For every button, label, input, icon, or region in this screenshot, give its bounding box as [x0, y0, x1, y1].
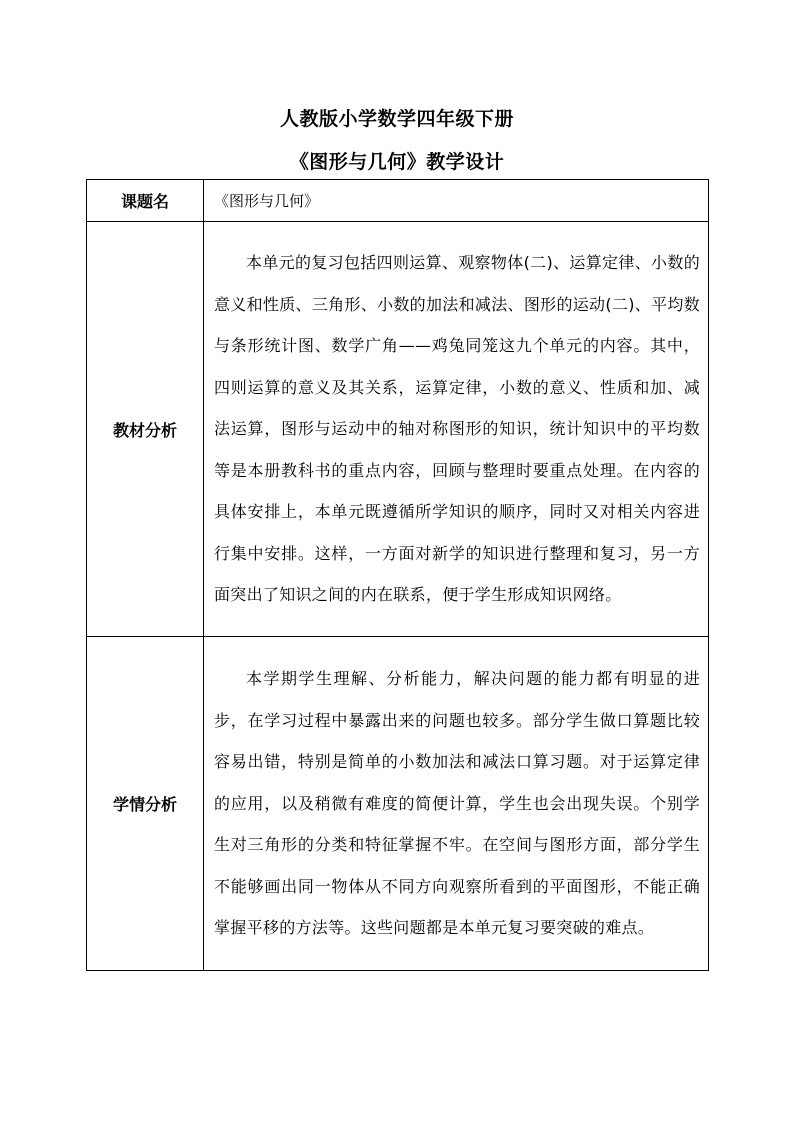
lesson-design-table	[86, 179, 709, 971]
row-label-material-analysis: 教材分析	[87, 222, 204, 637]
material-analysis-text: 本单元的复习包括四则运算、观察物体(二)、运算定律、小数的意义和性质、三角形、小数的加法和减法、图形的运动(二)、平均数与条形统计图、数学广角——鸡兔同笼这九个单元的内容。其中，四则运算的意义及其关系，运算定律，小数的意义、性质和加、减法运算，图形与运动中的轴对称图形的知识，统计知识中的平均数等是本册教科书的重点内容，回顾与整理时要重点处理。在内容的具体安排上，本单元既遵循所学知识的顺序，同时又对相关内容进行集中安排。这样，一方面对新学的知识进行整理和复习，另一方面突出了知识之间的内在联系，便于学生形成知识网络。	[214, 253, 700, 605]
document-title: 人教版小学数学四年级下册	[279, 108, 514, 130]
row-value-lesson-name: 《图形与几何》	[204, 180, 709, 222]
table-row-material-analysis	[87, 222, 709, 637]
table-row-lesson-name	[87, 180, 709, 222]
row-value-student-analysis	[204, 637, 709, 971]
row-label-student-analysis: 学情分析	[87, 637, 204, 971]
document-subtitle: 《图形与几何》教学设计	[289, 151, 505, 173]
row-value-material-analysis	[204, 222, 709, 637]
table-row-student-analysis	[87, 637, 709, 971]
student-analysis-text: 本学期学生理解、分析能力，解决问题的能力都有明显的进步，在学习过程中暴露出来的问题也较多。部分学生做口算题比较容易出错，特别是简单的小数加法和减法口算习题。对于运算定律的应用，以及稍微有难度的简便计算，学生也会出现失误。个别学生对三角形的分类和特征掌握不牢。在空间与图形方面，部分学生不能够画出同一物体从不同方向观察所看到的平面图形，不能正确掌握平移的方法等。这些问题都是本单元复习要突破的难点。	[214, 669, 700, 938]
row-label-lesson-name: 课题名	[87, 180, 204, 222]
